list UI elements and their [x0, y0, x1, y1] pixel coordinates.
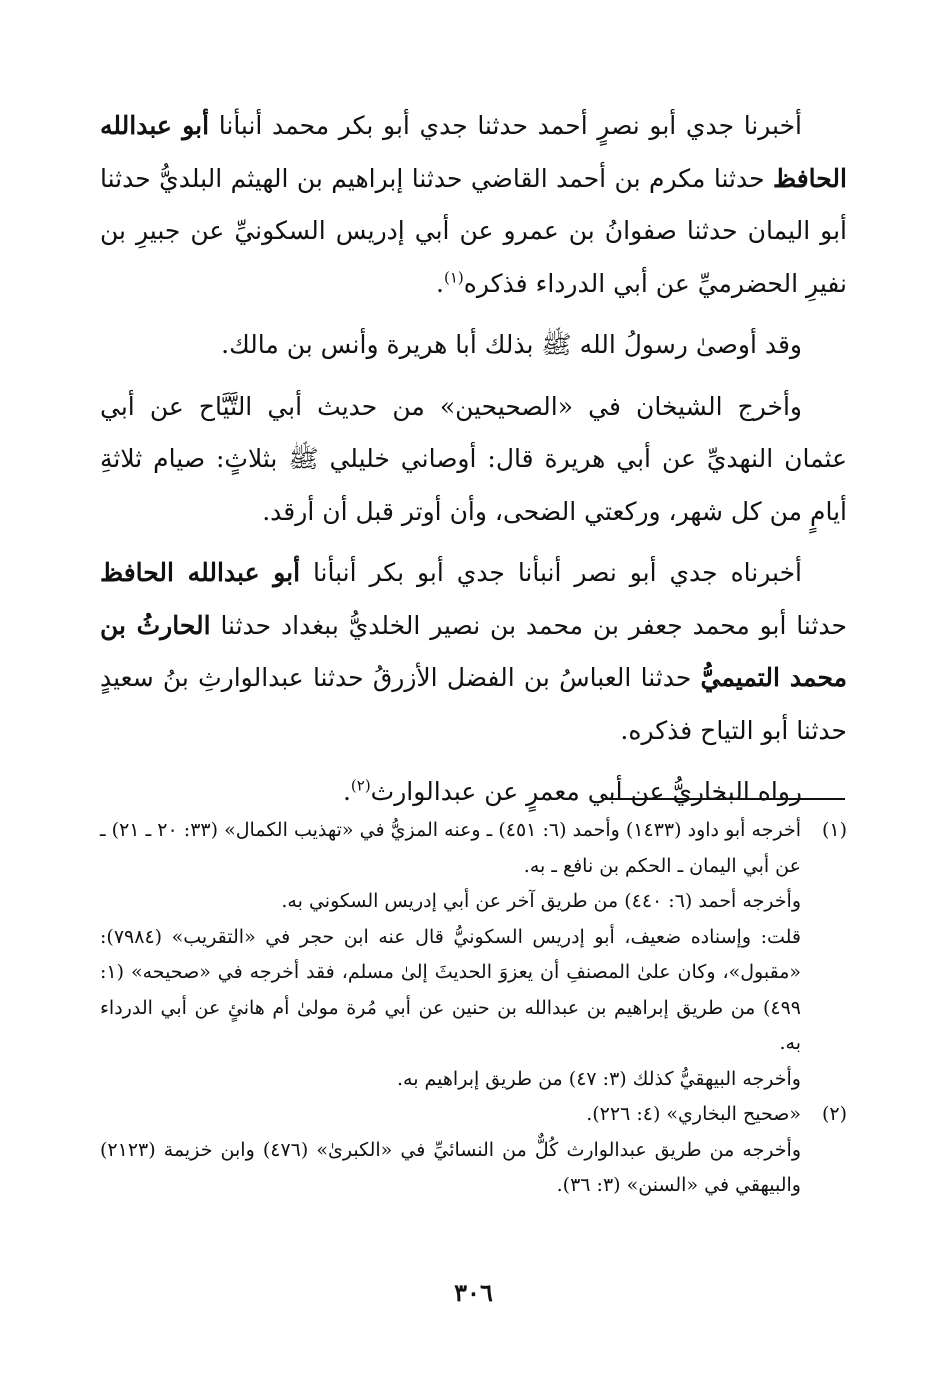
footnote-ref-1: (١)	[443, 268, 464, 287]
footnote-number: (٢)	[821, 1103, 847, 1125]
paragraph-4	[100, 547, 847, 757]
text-run: .	[342, 777, 351, 806]
text-run: رواه البخاريُّ عن أبي معمرٍ عن عبدالوارث	[370, 777, 802, 806]
footnote-line: أخرجه أبو داود (١٤٣٣) وأحمد (٦: ٤٥١) ـ وعنه المزيُّ في «تهذيب الكمال» (٣٣: ٢٠ ـ ٢١) ـ عن أبي اليمان ـ الحكم بن نافع ـ به.	[100, 819, 801, 877]
paragraph-5	[100, 766, 847, 819]
footnote-line: قلت: وإسناده ضعيف، أبو إدريس السكونيُّ قال عنه ابن حجر في «التقريب» (٧٩٨٤): «مقبول»، وكان علىٰ المصنفِ أن يعزوَ الحديثَ إلىٰ مسلم، فقد أخرجه في «صحيحه» (١: ٤٩٩) من طريق إبراهيم بن عبدالله بن حنين عن أبي مُرة مولىٰ أم هانئٍ عن أبي الدرداء به.	[100, 925, 801, 1054]
footnotes	[100, 813, 847, 1204]
footnote-ref-2: (٢)	[350, 776, 371, 795]
footnote-number: (١)	[821, 819, 847, 841]
main-text	[100, 100, 847, 828]
page-number: ٣٠٦	[454, 1278, 493, 1307]
footnote-line: وأخرجه أحمد (٦: ٤٤٠) من طريق آخر عن أبي إدريس السكوني به.	[281, 890, 801, 912]
footnote-line: «صحيح البخاري» (٤: ٢٢٦).	[586, 1103, 801, 1125]
paragraph-2: وقد أوصىٰ رسولُ الله ﷺ بذلك أبا هريرة وأنس بن مالك.	[221, 330, 802, 359]
text-run: حدثنا أبو محمد جعفر بن محمد بن نصير الخلديُّ ببغداد حدثنا	[210, 610, 847, 640]
footnote-2	[100, 1097, 847, 1204]
bold-name: أبو عبدالله الحافظ	[100, 558, 301, 587]
bold-name: أبو عبدالله الحافظ	[100, 111, 847, 193]
text-run: أخبرناه جدي أبو نصر أنبأنا جدي أبو بكر أنبأنا	[300, 558, 802, 587]
text-run: حدثنا العباسُ بن الفضل الأزرقُ حدثنا عبدالوارثِ بنُ سعيدٍ حدثنا أبو التياح فذكره.	[100, 663, 847, 745]
text-run: .	[436, 268, 444, 298]
paragraph-3: وأخرج الشيخان في «الصحيحين» من حديث أبي التَّيَّاح عن أبي عثمان النهديِّ عن أبي هريرة قال: أوصاني خليلي ﷺ بثلاثٍ: صيام ثلاثةِ أيامٍ من كل شهر، وركعتي الضحى، وأن أوتر قبل أن أرقد.	[100, 391, 847, 526]
paragraph-1	[100, 100, 847, 310]
footnote-divider	[602, 798, 845, 800]
footnote-line: وأخرجه من طريق عبدالوارث كُلٌّ من النسائيِّ في «الكبرىٰ» (٤٧٦) وابن خزيمة (٢١٢٣) والبيهقي في «السنن» (٣: ٣٦).	[100, 1138, 801, 1196]
footnote-1	[100, 813, 847, 1097]
footnote-line: وأخرجه البيهقيُّ كذلك (٣: ٤٧) من طريق إبراهيم به.	[396, 1067, 801, 1090]
bold-name: الحارثُ بن محمد التميميُّ	[100, 610, 847, 692]
book-page	[100, 0, 847, 1385]
text-run: أخبرنا جدي أبو نصرٍ أحمد حدثنا جدي أبو بكر محمد أنبأنا	[209, 111, 803, 140]
text-run: حدثنا مكرم بن أحمد القاضي حدثنا إبراهيم بن الهيثم البلديُّ حدثنا أبو اليمان حدثنا صفوانُ بن عمرو عن أبي إدريس السكونيِّ عن جبيرِ بن نفيرِ الحضرميِّ عن أبي الدرداء فذكره	[100, 163, 847, 298]
